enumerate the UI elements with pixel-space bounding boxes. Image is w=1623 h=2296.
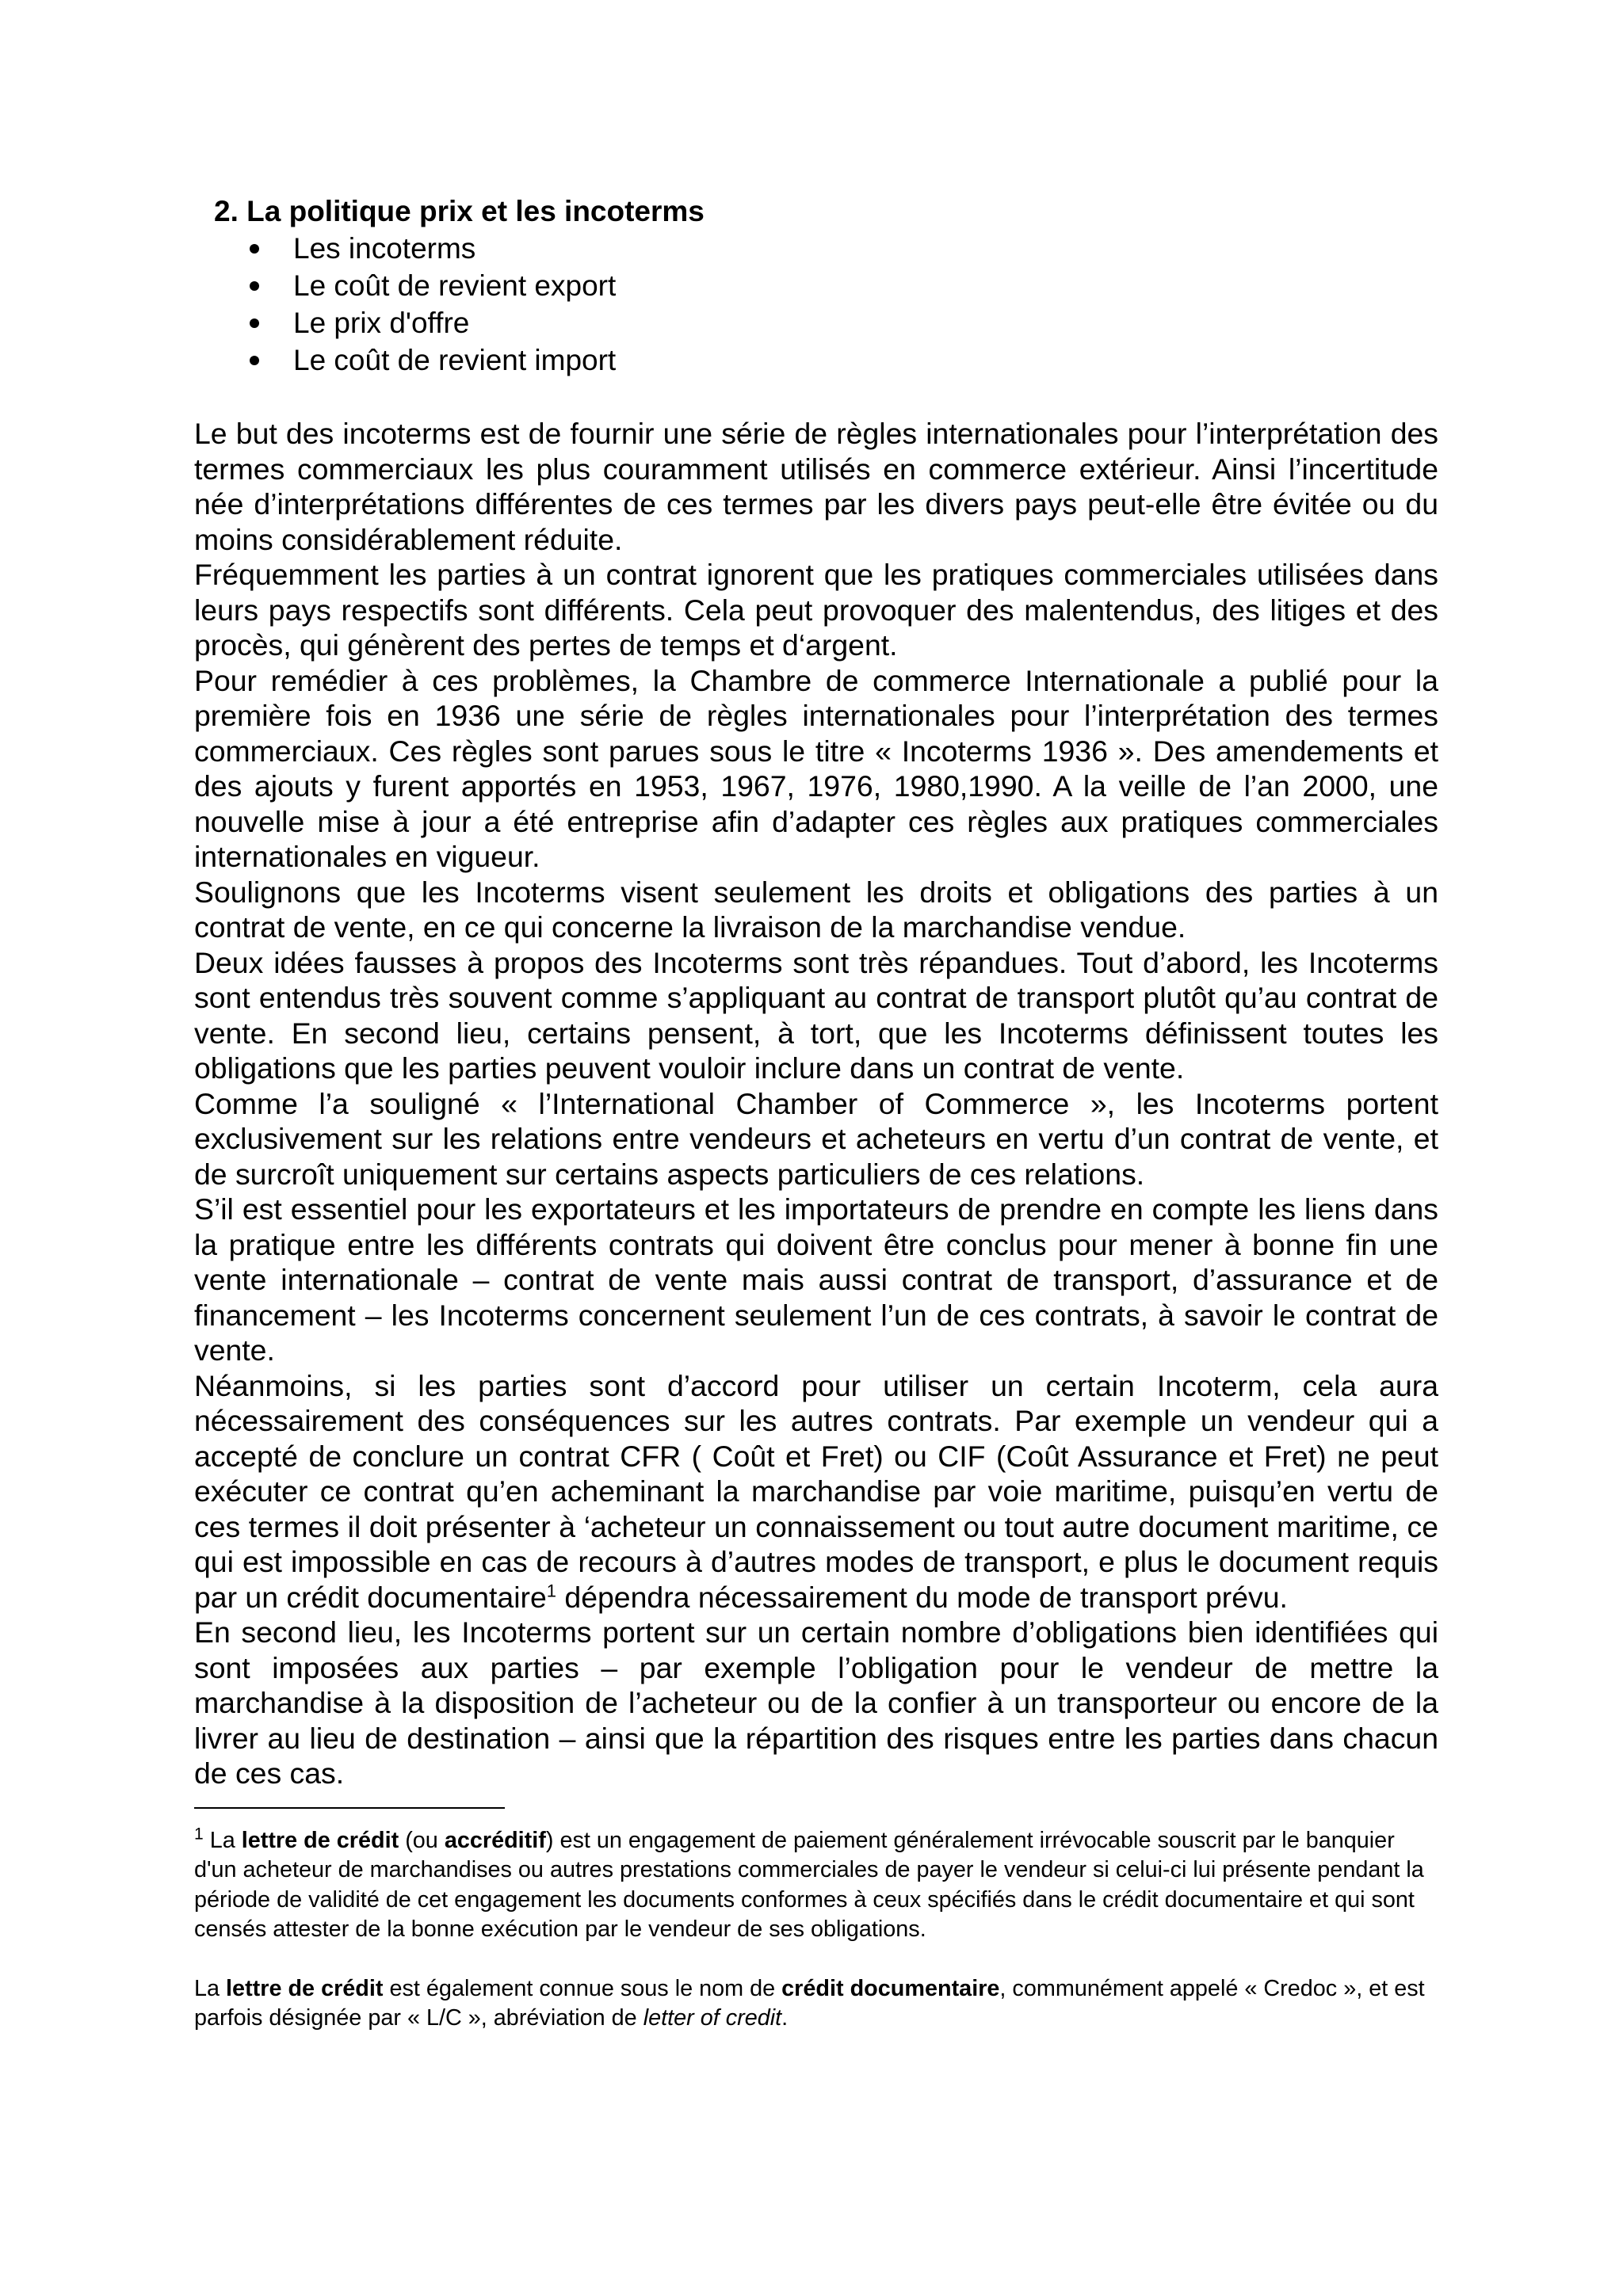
paragraph: Pour remédier à ces problèmes, la Chambre de commerce Internationale a publié pour la première fois en 1936 une série de règles internationales pour l’interprétation des termes commerciaux. Ces règles sont parues sous le titre « Incoterms 1936 ». Des amendements et des ajouts y furent apportés en 1953, 1967, 1976, 1980,1990. A la veille de l’an 2000, une nouvelle mise à jour a été entreprise afin d’adapter ces règles aux pratiques commerciales internationales en vigueur. (194, 663, 1438, 873)
list-item: Les incoterms (250, 230, 1438, 267)
footnote-text: (ou (399, 1827, 445, 1853)
footnote-text: La (203, 1827, 242, 1853)
paragraph: Deux idées fausses à propos des Incoterms sont très répandues. Tout d’abord, les Incoterms sont entendus très souvent comme s’appliquant au contrat de transport plutôt qu’au contrat de vente. En second lieu, certains pensent, à tort, que les Incoterms définissent toutes les obligations que les parties peuvent vouloir inclure dans un contrat de vente. (194, 945, 1438, 1085)
footnote-number: 1 (194, 1824, 204, 1843)
topic-list (194, 230, 1438, 379)
footnote-text: La (194, 1975, 227, 2001)
paragraph: Fréquemment les parties à un contrat ignorent que les pratiques commerciales utilisées dans leurs pays respectifs sont différents. Cela peut provoquer des malentendus, des litiges et des procès, qui génèrent des pertes de temps et d‘argent. (194, 558, 1438, 662)
list-item: Le prix d'offre (250, 304, 1438, 341)
paragraph: Soulignons que les Incoterms visent seulement les droits et obligations des parties à un contrat de vente, en ce qui concerne la livraison de la marchandise vendue. (194, 875, 1438, 944)
footnote-reference[interactable]: 1 (546, 1581, 557, 1601)
list-item: Le coût de revient export (250, 267, 1438, 304)
paragraph-text: Néanmoins, si les parties sont d’accord pour utiliser un certain Incoterm, cela aura nécessairement des conséquences sur les autres contrats. Par exemple un vendeur qui a accepté de conclure un contrat CFR ( Coût et Fret) ou CIF (Coût Assurance et Fret) ne peut exécuter ce contrat qu’en acheminant la marchandise par voie maritime, puisqu’en vertu de ces termes il doit présenter à ‘acheteur un connaissement ou tout autre document maritime, ce qui est impossible en cas de recours à d’autres modes de transport, e plus le document requis par un crédit documentaire (194, 1368, 1438, 1614)
list-item: Le coût de revient import (250, 341, 1438, 379)
footnote-separator (194, 1807, 505, 1809)
footnote-text: , communément appelé « Credoc », et est parfois désignée par « L/C », abréviation de (194, 1975, 1425, 2031)
footnotes (194, 1826, 1438, 2034)
document-page (194, 193, 1438, 2034)
paragraph: Comme l’a souligné « l’International Chamber of Commerce », les Incoterms portent exclusivement sur les relations entre vendeurs et acheteurs en vertu d’un contrat de vente, et de surcroît uniquement sur certains aspects particuliers de ces relations. (194, 1086, 1438, 1191)
section-heading: 2. La politique prix et les incoterms (214, 195, 705, 227)
footnote-term-italic: letter of credit (643, 2005, 782, 2031)
footnote-term: lettre de crédit (226, 1975, 384, 2001)
footnote-text: est également connue sous le nom de (383, 1975, 782, 2001)
footnote-term: lettre de crédit (241, 1827, 399, 1853)
paragraph-credit (194, 1368, 1438, 1615)
paragraph: En second lieu, les Incoterms portent sur un certain nombre d’obligations bien identifiées qui sont imposées aux parties – par exemple l’obligation pour le vendeur de mettre la marchandise à la disposition de l’acheteur ou de la confier à un transporteur ou encore de la livrer au lieu de destination – ainsi que la répartition des risques entre les parties dans chacun de ces cas. (194, 1615, 1438, 1790)
paragraph: S’il est essentiel pour les exportateurs et les importateurs de prendre en compte les liens dans la pratique entre les différents contrats qui doivent être conclus pour mener à bonne fin une vente internationale – contrat de vente mais aussi contrat de transport, d’assurance et de financement – les Incoterms concernent seulement l’un de ces contrats, à savoir le contrat de vente. (194, 1192, 1438, 1367)
footnote-text: . (781, 2005, 789, 2031)
paragraph: Le but des incoterms est de fournir une série de règles internationales pour l’interprétation des termes commerciaux les plus couramment utilisés en commerce extérieur. Ainsi l’incertitude née d’interprétations différentes de ces termes par les divers pays peut-elle être évitée ou du moins considérablement réduite. (194, 417, 1438, 556)
footnote-term: crédit documentaire (781, 1975, 1000, 2001)
footnote-note (194, 1974, 1438, 2034)
body-text (194, 416, 1438, 1791)
paragraph-text: dépendra nécessairement du mode de transport prévu. (556, 1580, 1288, 1614)
footnote-1 (194, 1826, 1438, 1945)
footnote-text: ) est un engagement de paiement généralement irrévocable souscrit par le banquier d'un acheteur de marchandises ou autres prestations commerciales de payer le vendeur si celui-ci lui présente pendant la période de validité de cet engagement les documents conformes à ceux spécifiés dans le crédit documentaire et qui sont censés attester de la bonne exécution par le vendeur de ses obligations. (194, 1827, 1424, 1942)
footnote-term: accréditif (444, 1827, 546, 1853)
